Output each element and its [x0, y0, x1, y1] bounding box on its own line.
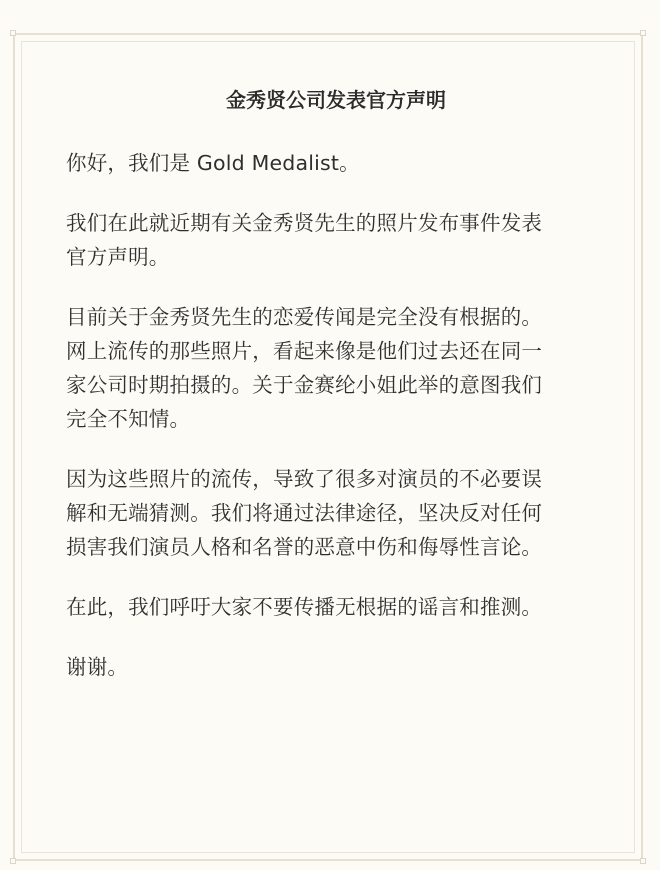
text-line: 官方声明。	[66, 245, 170, 269]
text-line: 目前关于金秀贤先生的恋爱传闻是完全没有根据的。	[66, 305, 543, 329]
paragraph-legal-action	[66, 462, 606, 564]
corner-ornament-bottom-right	[640, 858, 646, 864]
text-line: 家公司时期拍摄的。关于金赛纶小姐此举的意图我们	[66, 373, 543, 397]
text-line: 网上流传的那些照片，看起来像是他们过去还在同一	[66, 339, 543, 363]
text-line: 因为这些照片的流传，导致了很多对演员的不必要误	[66, 467, 543, 491]
paragraph-intro	[66, 206, 606, 274]
text-line: 你好，我们是 Gold Medalist。	[66, 151, 360, 175]
text-line: 我们在此就近期有关金秀贤先生的照片发布事件发表	[66, 211, 543, 235]
text-line: 完全不知情。	[66, 407, 191, 431]
text-line: 在此，我们呼吁大家不要传播无根据的谣言和推测。	[66, 595, 543, 619]
paragraph-closing	[66, 650, 606, 684]
text-line: 解和无端猜测。我们将通过法律途径，坚决反对任何	[66, 501, 543, 525]
statement-title: 金秀贤公司发表官方声明	[226, 88, 446, 112]
text-line: 谢谢。	[66, 655, 129, 679]
statement-body	[66, 85, 606, 710]
corner-ornament-top-right	[640, 30, 646, 36]
paragraph-greeting	[66, 146, 606, 180]
paragraph-denial	[66, 300, 606, 436]
corner-ornament-bottom-left	[10, 858, 16, 864]
paragraph-appeal	[66, 590, 606, 624]
text-line: 损害我们演员人格和名誉的恶意中伤和侮辱性言论。	[66, 535, 543, 559]
corner-ornament-top-left	[10, 30, 16, 36]
